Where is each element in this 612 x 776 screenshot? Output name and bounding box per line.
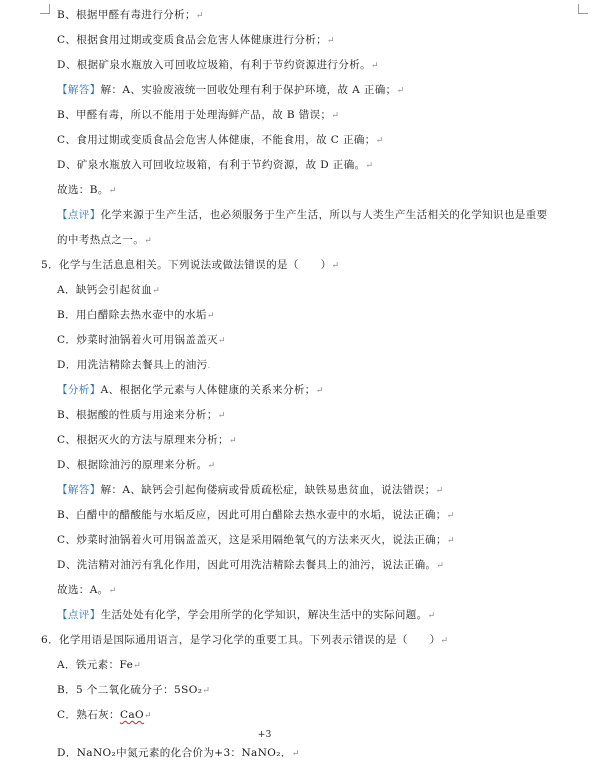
q4-option-b-analysis: B、根据甲醛有毒进行分析；↵ [57, 9, 204, 21]
q5-comment: 【点评】生活处处有化学，学会用所学的化学知识，解决生活中的实际问题。↵ [57, 609, 436, 621]
q6-option-c: C．熟石灰：CaO↵ [57, 709, 152, 721]
q6-option-b: B．5 个二氧化硫分子：5SO₂↵ [57, 684, 211, 696]
margin-corner-mark [578, 4, 588, 14]
comment-tag: 【点评】 [57, 609, 101, 621]
paragraph-mark: ↵ [446, 536, 455, 546]
q5-option-a: A．缺钙会引起贫血↵ [57, 284, 161, 296]
paragraph-mark: ↵ [202, 686, 211, 696]
q4-solution-d: D、矿泉水瓶放入可回收垃圾箱，有利于节约资源，故 D 正确。↵ [57, 159, 374, 171]
q4-comment: 【点评】化学来源于生产生活，也必须服务于生产生活，所以与人类生产生活相关的化学知识也是重要 [57, 209, 548, 221]
q5-answer: 故选：A。↵ [57, 584, 117, 596]
valence-label: +3 [257, 730, 272, 740]
q5-option-c: C．炒菜时油锅着火可用锅盖盖灭↵ [57, 334, 226, 346]
paragraph-mark: ↵ [218, 336, 226, 346]
paragraph-mark: ↵ [446, 511, 455, 521]
valence-notation: +3 N [257, 730, 272, 759]
q5-analysis-b: B、根据酸的性质与用途来分析；↵ [57, 409, 226, 421]
q5-solution-d: D、洗洁精对油污有乳化作用，因此可用洗洁精除去餐具上的油污，说法正确。↵ [57, 559, 445, 571]
paragraph-mark: ↵ [291, 749, 300, 759]
paragraph-mark: ↵ [396, 86, 405, 96]
solution-tag: 【解答】 [57, 484, 101, 496]
q5-analysis-c: C、根据灭火的方法与原理来分析；↵ [57, 434, 237, 446]
paragraph-mark: ↵ [206, 311, 215, 321]
paragraph-mark: ↵ [228, 436, 237, 446]
paragraph-mark: ↵ [436, 561, 445, 571]
q4-solution-b: B、甲醛有毒，所以不能用于处理海鲜产品，故 B 错误；↵ [57, 109, 340, 121]
paragraph-mark: ↵ [440, 636, 449, 646]
q4-solution-a: 【解答】解：A、实验废液统一回收处理有利于保护环境，故 A 正确；↵ [57, 84, 405, 96]
paragraph-mark: ↵ [327, 36, 335, 46]
paragraph-mark: ↵ [152, 286, 161, 296]
q5-analysis-a: 【分析】A、根据化学元素与人体健康的关系来分析；↵ [57, 384, 324, 396]
solution-tag: 【解答】 [57, 84, 101, 96]
q5-option-d: D．用洗洁精除去餐具上的油污. [57, 359, 211, 371]
paragraph-mark: ↵ [108, 186, 117, 196]
paragraph-mark: ↵ [144, 711, 152, 721]
paragraph-mark: ↵ [365, 161, 374, 171]
q6-option-d: D．NaNO₂中氮元素的化合价为+3：Na +3 NO₂．↵ [57, 741, 300, 765]
q5-solution-c: C、炒菜时油锅着火可用锅盖盖灭，这是采用隔绝氧气的方法来灭火，说法正确；↵ [57, 534, 455, 546]
paragraph-mark: ↵ [217, 411, 226, 421]
paragraph-mark: ↵ [427, 611, 436, 621]
paragraph-mark: . [207, 361, 211, 371]
q6-option-a: A．铁元素：Fe↵ [57, 659, 142, 671]
q5-solution-a: 【解答】解：A、缺钙会引起佝偻病或骨质疏松症，缺铁易患贫血，说法错误；↵ [57, 484, 444, 496]
margin-corner-mark [40, 4, 50, 14]
q4-answer: 故选：B。↵ [57, 184, 117, 196]
paragraph-mark: ↵ [371, 61, 379, 71]
q6-stem: 6．化学用语是国际通用语言，是学习化学的重要工具。下列表示错误的是（ ）↵ [41, 634, 449, 646]
q5-analysis-d: D、根据除油污的原理来分析。↵ [57, 459, 216, 471]
q4-comment-continued: 的中考热点之一。↵ [57, 234, 153, 246]
paragraph-mark: ↵ [144, 236, 153, 246]
paragraph-mark: ↵ [331, 111, 340, 121]
q5-option-b: B．用白醋除去热水壶中的水垢↵ [57, 309, 215, 321]
paragraph-mark: ↵ [315, 386, 324, 396]
paragraph-mark: ↵ [375, 136, 384, 146]
q4-solution-c: C、食用过期或变质食品会危害人体健康，不能食用，故 C 正确；↵ [57, 134, 384, 146]
paragraph-mark: ↵ [207, 461, 216, 471]
q4-option-c-analysis: C、根据食用过期或变质食品会危害人体健康进行分析；↵ [57, 34, 335, 46]
paragraph-mark: ↵ [435, 486, 444, 496]
paragraph-mark: ↵ [331, 261, 340, 271]
q4-option-d-analysis: D、根据矿泉水瓶放入可回收垃圾箱，有利于节约资源进行分析。↵ [57, 59, 379, 71]
paragraph-mark: ↵ [133, 661, 142, 671]
q5-stem: 5．化学与生活息息相关。下列说法或做法错误的是（ ）↵ [41, 259, 340, 271]
paragraph-mark: ↵ [195, 11, 204, 21]
comment-tag: 【点评】 [57, 209, 101, 221]
chemical-formula: CaO [119, 709, 145, 721]
paragraph-mark: ↵ [108, 586, 117, 596]
q5-solution-b: B、白醋中的醋酸能与水垢反应，因此可用白醋除去热水壶中的水垢，说法正确；↵ [57, 509, 455, 521]
analysis-tag: 【分析】 [57, 384, 101, 396]
